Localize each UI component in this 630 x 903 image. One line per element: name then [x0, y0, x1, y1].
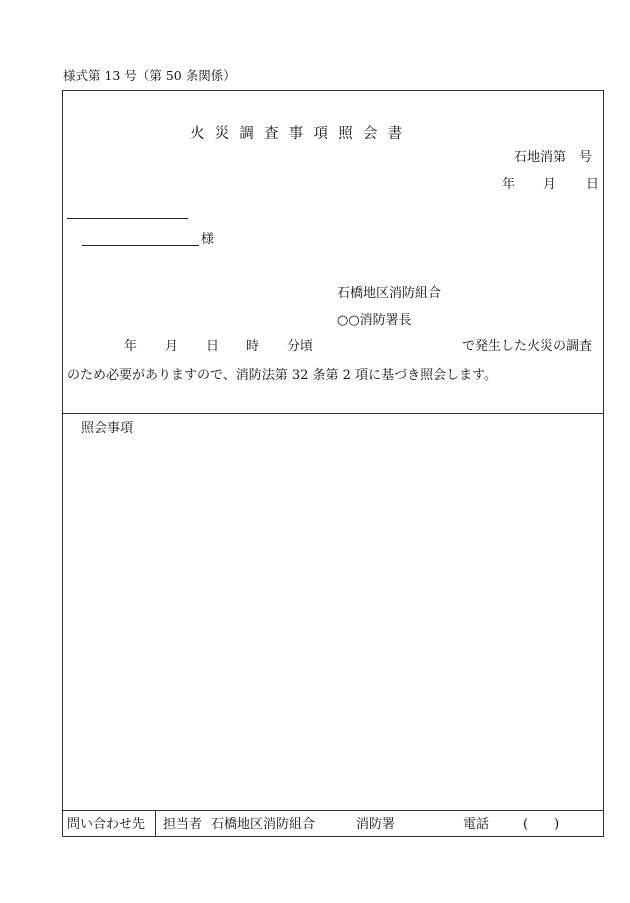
fire-month-label: 月	[165, 339, 179, 354]
sender-chief: ○○消防署長	[337, 313, 412, 328]
inquiry-heading: 照会事項	[81, 421, 134, 436]
fire-day-label: 日	[206, 339, 220, 354]
body-text-line-1: で発生した火災の調査	[462, 339, 593, 354]
contact-label: 問い合わせ先	[67, 817, 146, 832]
recipient-org-line	[67, 218, 188, 219]
issue-date	[502, 177, 599, 193]
footer-column-divider	[155, 810, 156, 837]
sender-organization: 石橋地区消防組合	[337, 286, 442, 301]
issue-date-month: 月	[543, 177, 557, 192]
body-text-line-2: のため必要がありますので、消防法第 32 条第 2 項に基づき照会します。	[67, 368, 498, 383]
fire-hour-label: 時	[246, 339, 260, 354]
contact-phone-label: 電話	[463, 817, 490, 832]
fire-year-label: 年	[124, 339, 138, 354]
form-label: 様式第 13 号（第 50 条関係）	[63, 68, 236, 83]
form-frame	[62, 90, 604, 837]
document-title: 火災調査事項照会書	[190, 126, 413, 142]
document-number: 石地消第 号	[514, 150, 593, 165]
contact-phone-parens: ( )	[523, 817, 560, 832]
recipient-honorific: 様	[201, 232, 215, 247]
contact-person-label: 担当者	[163, 817, 203, 832]
recipient-name-line	[82, 245, 199, 246]
fire-minute-label: 分頃	[287, 339, 314, 354]
contact-station: 消防署	[356, 817, 396, 832]
footer-divider	[62, 810, 604, 811]
issue-date-year: 年	[502, 177, 516, 192]
issue-date-day: 日	[586, 177, 600, 192]
contact-organization: 石橋地区消防組合	[211, 817, 316, 832]
section-divider	[62, 413, 604, 414]
